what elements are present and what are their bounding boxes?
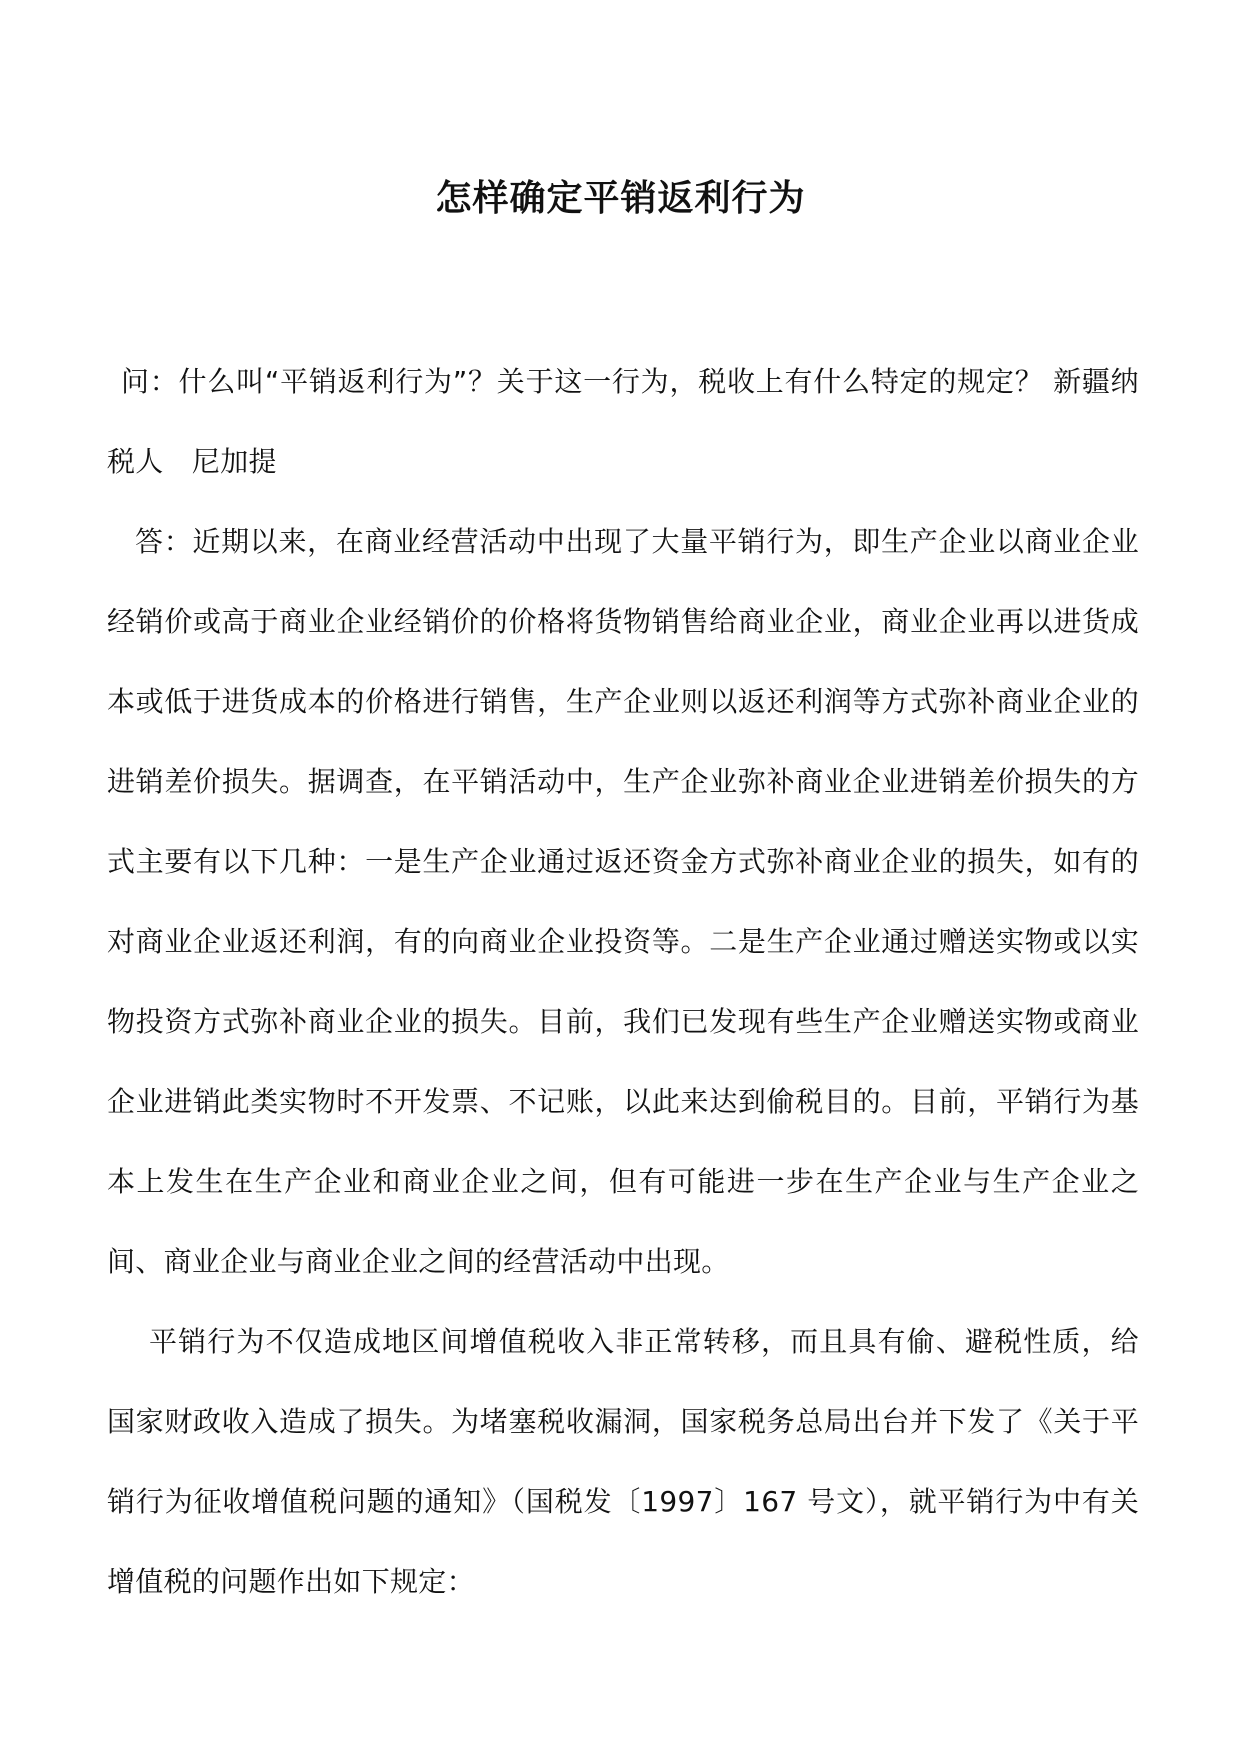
question-paragraph: 问：什么叫“平销返利行为”？关于这一行为，税收上有什么特定的规定？ 新疆纳税人 尼加提 xyxy=(107,365,1139,478)
document-title: 怎样确定平销返利行为 xyxy=(435,178,806,220)
regulation-paragraph: 平销行为不仅造成地区间增值税收入非正常转移，而且具有偷、避税性质，给国家财政收入造成了损失。为堵塞税收漏洞，国家税务总局出台并下发了《关于平销行为征收增值税问题的通知》（国税发〔1997〕167 号文），就平销行为中有关增值税的问题作出如下规定： xyxy=(107,1325,1139,1598)
document-body xyxy=(107,342,1139,1622)
answer-paragraph: 答：近期以来，在商业经营活动中出现了大量平销行为，即生产企业以商业企业经销价或高于商业企业经销价的价格将货物销售给商业企业，商业企业再以进货成本或低于进货成本的价格进行销售，生产企业则以返还利润等方式弥补商业企业的进销差价损失。据调查，在平销活动中，生产企业弥补商业企业进销差价损失的方式主要有以下几种：一是生产企业通过返还资金方式弥补商业企业的损失，如有的对商业企业返还利润，有的向商业企业投资等。二是生产企业通过赠送实物或以实物投资方式弥补商业企业的损失。目前，我们已发现有些生产企业赠送实物或商业企业进销此类实物时不开发票、不记账，以此来达到偷税目的。目前，平销行为基本上发生在生产企业和商业企业之间，但有可能进一步在生产企业与生产企业之间、商业企业与商业企业之间的经营活动中出现。 xyxy=(107,525,1139,1278)
